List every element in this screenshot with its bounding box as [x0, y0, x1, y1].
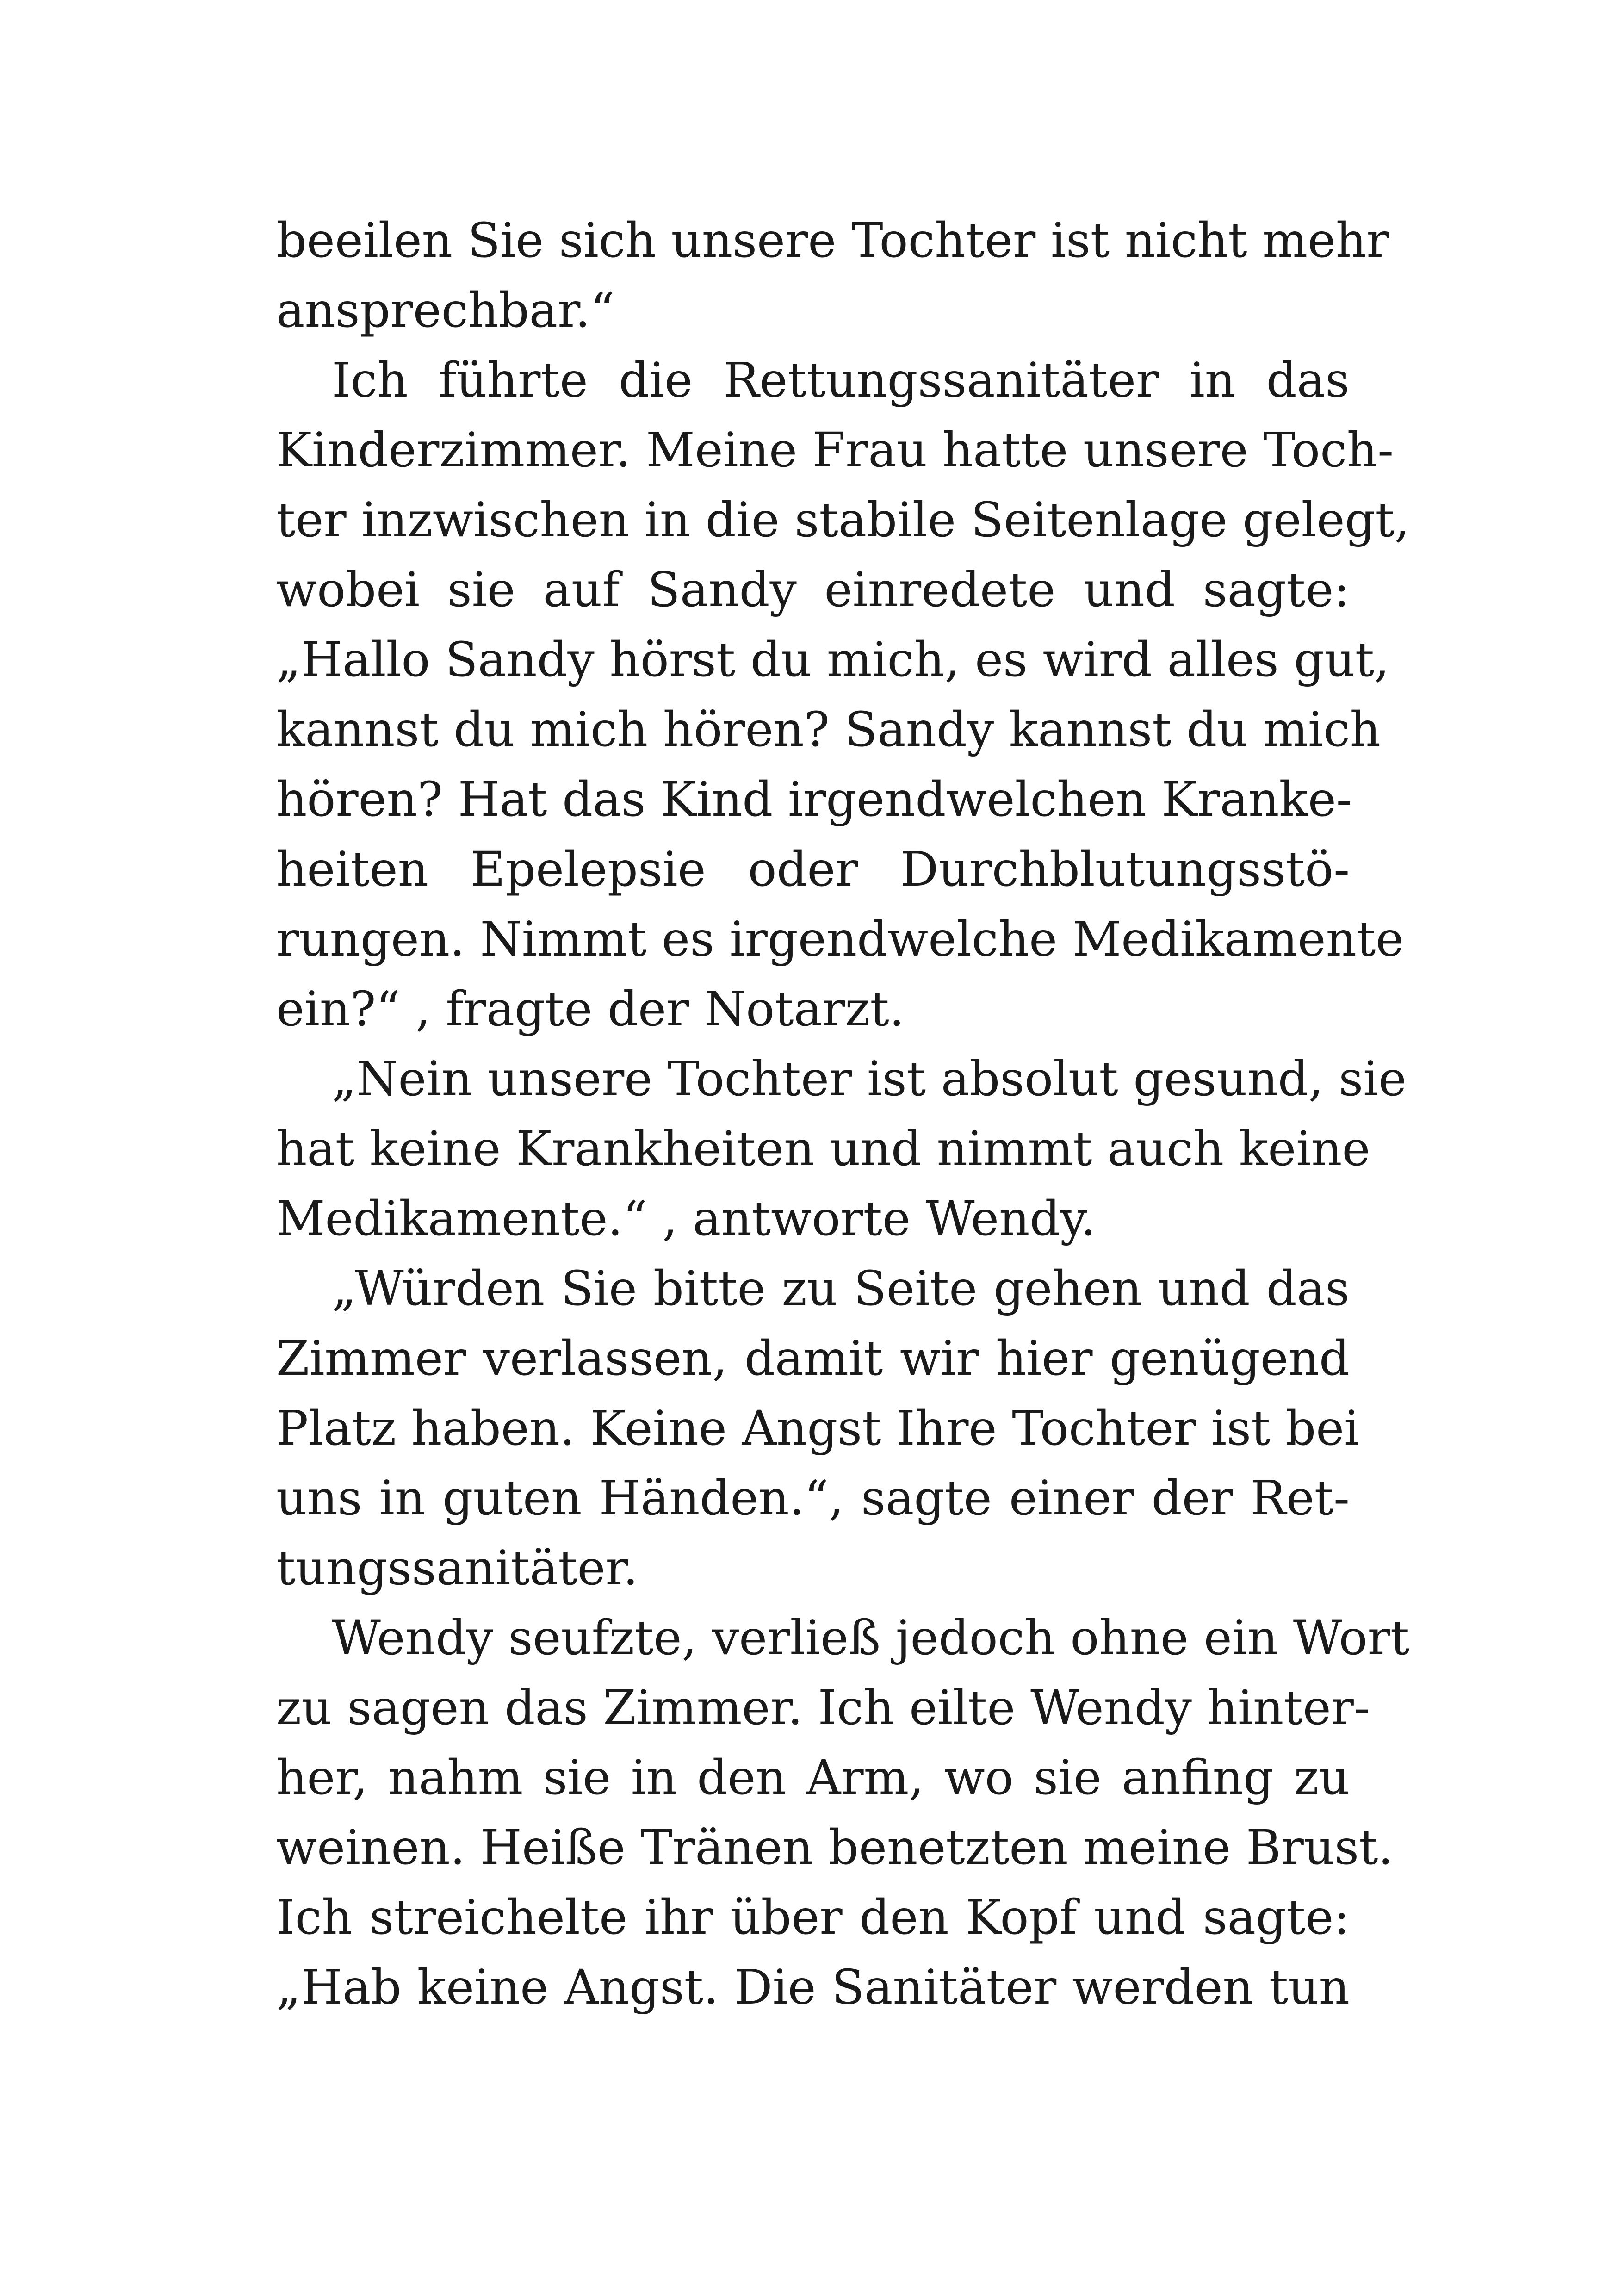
text-line: zu sagen das Zimmer. Ich eilte Wendy hinter-	[276, 1680, 1370, 1736]
text-line: weinen. Heiße Tränen benetzten meine Brust.	[276, 1820, 1394, 1875]
text-line: Zimmer verlassen, damit wir hier genügend	[276, 1331, 1350, 1386]
text-line: Medikamente.“ , antworte Wendy.	[276, 1191, 1096, 1247]
text-line: ter inzwischen in die stabile Seitenlage gelegt,	[276, 492, 1410, 548]
text-line: Wendy seufzte, verließ jedoch ohne ein Wort	[332, 1610, 1410, 1666]
text-line: wobei sie auf Sandy einredete und sagte:	[276, 562, 1350, 618]
text-line: „Würden Sie bitte zu Seite gehen und das	[332, 1261, 1350, 1316]
text-line: ansprechbar.“	[276, 283, 615, 338]
text-line: uns in guten Händen.“, sagte einer der Ret-	[276, 1471, 1350, 1526]
text-line: „Hallo Sandy hörst du mich, es wird alles gut,	[276, 632, 1389, 688]
text-line: heiten Epelepsie oder Durchblutungsstö-	[276, 842, 1350, 897]
body-text	[276, 206, 1410, 2023]
text-line: hat keine Krankheiten und nimmt auch keine	[276, 1121, 1370, 1177]
text-line: her, nahm sie in den Arm, wo sie anfing zu	[276, 1750, 1350, 1806]
text-line: „Hab keine Angst. Die Sanitäter werden tun	[276, 1960, 1350, 2015]
text-line: Platz haben. Keine Angst Ihre Tochter ist bei	[276, 1401, 1360, 1456]
text-line: tungssanitäter.	[276, 1540, 639, 1596]
text-line: „Nein unsere Tochter ist absolut gesund, sie	[332, 1051, 1407, 1107]
text-line: ein?“ , fragte der Notarzt.	[276, 981, 905, 1037]
text-line: rungen. Nimmt es irgendwelche Medikamente	[276, 912, 1404, 967]
text-line: beeilen Sie sich unsere Tochter ist nicht mehr	[276, 213, 1389, 268]
text-line: Kinderzimmer. Meine Frau hatte unsere Toch-	[276, 422, 1394, 478]
text-line: Ich führte die Rettungssanitäter in das	[332, 353, 1350, 408]
text-line: Ich streichelte ihr über den Kopf und sagte:	[276, 1890, 1350, 1945]
text-line: kannst du mich hören? Sandy kannst du mich	[276, 702, 1381, 757]
text-line: hören? Hat das Kind irgendwelchen Kranke-	[276, 772, 1352, 827]
